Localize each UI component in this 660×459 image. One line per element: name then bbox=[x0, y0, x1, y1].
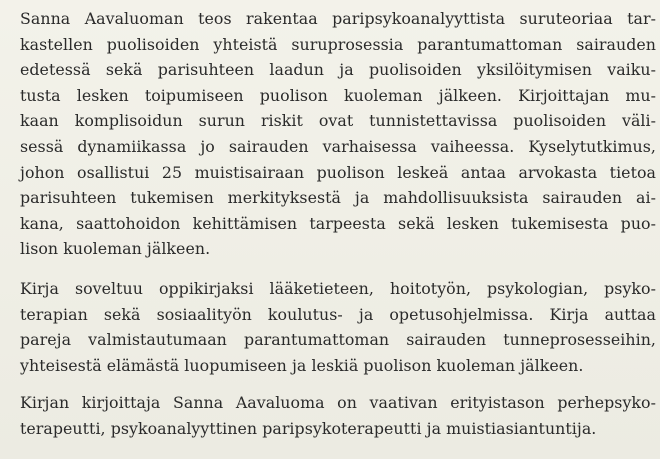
paragraph-spacer bbox=[20, 378, 656, 390]
paragraph-spacer bbox=[20, 262, 656, 276]
text-line: Kirja soveltuu oppikirjaksi lääketieteen, hoitotyön, psykologian, psyko- bbox=[20, 278, 656, 298]
text-line: johon osallistui 25 muistisairaan puolison leskeä antaa arvokasta tietoa bbox=[20, 162, 656, 182]
text-line: pareja valmistautumaan parantumattoman sairauden tunneprosesseihin, bbox=[20, 330, 656, 350]
text-line: kana, saattohoidon kehittämisen tarpeesta sekä lesken tukemisesta puo- bbox=[20, 213, 656, 233]
text-line: tusta lesken toipumiseen puolison kuoleman jälkeen. Kirjoittajan mu- bbox=[20, 85, 656, 105]
text-line: sessä dynamiikassa jo sairauden varhaisessa vaiheessa. Kyselytutkimus, bbox=[20, 136, 656, 156]
text-line: Kirjan kirjoittaja Sanna Aavaluoma on vaativan erityistason perhepsyko- bbox=[20, 393, 656, 413]
paragraph-audience bbox=[20, 276, 656, 378]
text-line: yhteisestä elämästä luopumiseen ja leskiä puolison kuoleman jälkeen. bbox=[20, 355, 584, 375]
text-line: terapian sekä sosiaalityön koulutus- ja opetusohjelmissa. Kirja auttaa bbox=[20, 304, 656, 324]
text-line: terapeutti, psykoanalyyttinen paripsykoterapeutti ja muistiasiantuntija. bbox=[20, 418, 597, 438]
text-line: lison kuoleman jälkeen. bbox=[20, 239, 211, 259]
text-line: parisuhteen tukemisen merkityksestä ja mahdollisuuksista sairauden ai- bbox=[20, 188, 656, 208]
text-line: kastellen puolisoiden yhteistä suruprosessia parantumattoman sairauden bbox=[20, 34, 656, 54]
description-text bbox=[20, 6, 656, 442]
text-line: kaan komplisoidun surun riskit ovat tunnistettavissa puolisoiden väli- bbox=[20, 111, 656, 131]
text-line: Sanna Aavaluoman teos rakentaa paripsykoanalyyttista suruteoriaa tar- bbox=[20, 9, 656, 28]
text-line: edetessä sekä parisuhteen laadun ja puolisoiden yksilöitymisen vaiku- bbox=[20, 60, 656, 80]
paragraph-summary bbox=[20, 6, 656, 262]
paragraph-author bbox=[20, 390, 656, 441]
